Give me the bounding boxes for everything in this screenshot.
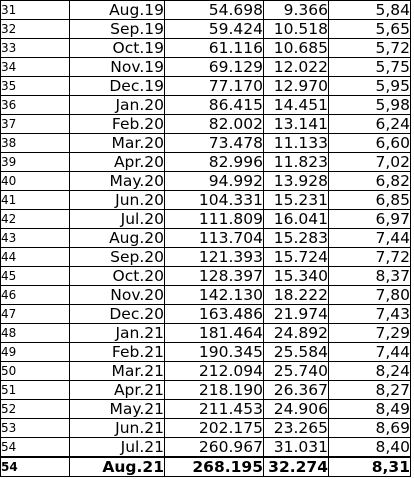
ratio-cell[interactable]: 8,40 xyxy=(329,438,411,458)
date-cell[interactable]: Mar.20 xyxy=(70,134,165,153)
table-row xyxy=(1,324,411,343)
ratio-cell[interactable]: 8,37 xyxy=(329,267,411,286)
value-cell[interactable]: 142.130 xyxy=(165,286,264,305)
date-cell[interactable]: Mar.21 xyxy=(70,362,165,381)
table-row-latest xyxy=(1,457,411,477)
value-cell[interactable]: 15.231 xyxy=(264,191,329,210)
ratio-cell[interactable]: 5,65 xyxy=(329,20,411,39)
value-cell[interactable]: 25.584 xyxy=(264,343,329,362)
date-cell[interactable]: May.20 xyxy=(70,172,165,191)
ratio-cell[interactable]: 8,24 xyxy=(329,362,411,381)
row-index-cell[interactable]: 47 xyxy=(1,305,70,324)
date-cell[interactable]: Apr.21 xyxy=(70,381,165,400)
row-index-cell[interactable]: 36 xyxy=(1,96,70,115)
row-index-cell[interactable]: 31 xyxy=(1,1,70,20)
value-cell[interactable]: 12.970 xyxy=(264,77,329,96)
ratio-cell[interactable]: 8,49 xyxy=(329,400,411,419)
value-cell[interactable]: 82.996 xyxy=(165,153,264,172)
table-row xyxy=(1,39,411,58)
table-row xyxy=(1,286,411,305)
value-cell[interactable]: 31.031 xyxy=(264,438,329,458)
value-cell[interactable]: 260.967 xyxy=(165,438,264,458)
ratio-cell[interactable]: 8,31 xyxy=(329,457,411,477)
ratio-cell[interactable]: 7,72 xyxy=(329,248,411,267)
row-index-cell[interactable]: 42 xyxy=(1,210,70,229)
table-row xyxy=(1,229,411,248)
table-row xyxy=(1,267,411,286)
table-row xyxy=(1,362,411,381)
ratio-cell[interactable]: 5,84 xyxy=(329,1,411,20)
value-cell[interactable]: 69.129 xyxy=(165,58,264,77)
table-row xyxy=(1,438,411,458)
value-cell[interactable]: 15.724 xyxy=(264,248,329,267)
date-cell[interactable]: Nov.20 xyxy=(70,286,165,305)
value-cell[interactable]: 190.345 xyxy=(165,343,264,362)
table-row xyxy=(1,210,411,229)
table-row xyxy=(1,134,411,153)
table-row xyxy=(1,305,411,324)
ratio-cell[interactable]: 6,85 xyxy=(329,191,411,210)
value-cell[interactable]: 202.175 xyxy=(165,419,264,438)
table-row xyxy=(1,115,411,134)
value-cell[interactable]: 86.415 xyxy=(165,96,264,115)
ratio-cell[interactable]: 8,69 xyxy=(329,419,411,438)
date-cell[interactable]: Feb.21 xyxy=(70,343,165,362)
date-cell[interactable]: Dec.19 xyxy=(70,77,165,96)
value-cell[interactable]: 16.041 xyxy=(264,210,329,229)
value-cell[interactable]: 218.190 xyxy=(165,381,264,400)
ratio-cell[interactable]: 5,98 xyxy=(329,96,411,115)
date-cell[interactable]: Aug.19 xyxy=(70,1,165,20)
value-cell[interactable]: 94.992 xyxy=(165,172,264,191)
ratio-cell[interactable]: 5,72 xyxy=(329,39,411,58)
ratio-cell[interactable]: 6,82 xyxy=(329,172,411,191)
date-cell[interactable]: May.21 xyxy=(70,400,165,419)
table-row xyxy=(1,153,411,172)
date-cell[interactable]: Oct.19 xyxy=(70,39,165,58)
value-cell[interactable]: 9.366 xyxy=(264,1,329,20)
table-row xyxy=(1,77,411,96)
value-cell[interactable]: 59.424 xyxy=(165,20,264,39)
value-cell[interactable]: 13.141 xyxy=(264,115,329,134)
ratio-cell[interactable]: 7,80 xyxy=(329,286,411,305)
value-cell[interactable]: 14.451 xyxy=(264,96,329,115)
table-row xyxy=(1,20,411,39)
row-index-cell[interactable]: 43 xyxy=(1,229,70,248)
value-cell[interactable]: 111.809 xyxy=(165,210,264,229)
table-row xyxy=(1,400,411,419)
date-cell[interactable]: Jul.20 xyxy=(70,210,165,229)
value-cell[interactable]: 21.974 xyxy=(264,305,329,324)
ratio-cell[interactable]: 6,24 xyxy=(329,115,411,134)
value-cell[interactable]: 11.133 xyxy=(264,134,329,153)
ratio-cell[interactable]: 7,44 xyxy=(329,229,411,248)
row-index-cell[interactable]: 37 xyxy=(1,115,70,134)
value-cell[interactable]: 61.116 xyxy=(165,39,264,58)
date-cell[interactable]: Jan.20 xyxy=(70,96,165,115)
value-cell[interactable]: 82.002 xyxy=(165,115,264,134)
value-cell[interactable]: 104.331 xyxy=(165,191,264,210)
value-cell[interactable]: 13.928 xyxy=(264,172,329,191)
row-index-cell[interactable]: 34 xyxy=(1,58,70,77)
row-index-cell[interactable]: 53 xyxy=(1,419,70,438)
table-row xyxy=(1,343,411,362)
value-cell[interactable]: 212.094 xyxy=(165,362,264,381)
value-cell[interactable]: 73.478 xyxy=(165,134,264,153)
table-row xyxy=(1,58,411,77)
table-row xyxy=(1,248,411,267)
value-cell[interactable]: 23.265 xyxy=(264,419,329,438)
value-cell[interactable]: 11.823 xyxy=(264,153,329,172)
ratio-cell[interactable]: 6,97 xyxy=(329,210,411,229)
value-cell[interactable]: 121.393 xyxy=(165,248,264,267)
value-cell[interactable]: 15.283 xyxy=(264,229,329,248)
value-cell[interactable]: 54.698 xyxy=(165,1,264,20)
row-index-cell[interactable]: 32 xyxy=(1,20,70,39)
row-index-cell[interactable]: 45 xyxy=(1,267,70,286)
date-cell[interactable]: Sep.20 xyxy=(70,248,165,267)
value-cell[interactable]: 12.022 xyxy=(264,58,329,77)
value-cell[interactable]: 18.222 xyxy=(264,286,329,305)
date-cell[interactable]: Dec.20 xyxy=(70,305,165,324)
row-index-cell[interactable]: 39 xyxy=(1,153,70,172)
value-cell[interactable]: 24.906 xyxy=(264,400,329,419)
row-index-cell[interactable]: 35 xyxy=(1,77,70,96)
value-cell[interactable]: 211.453 xyxy=(165,400,264,419)
date-cell[interactable]: Nov.19 xyxy=(70,58,165,77)
ratio-cell[interactable]: 7,44 xyxy=(329,343,411,362)
date-cell[interactable]: Sep.19 xyxy=(70,20,165,39)
ratio-cell[interactable]: 7,02 xyxy=(329,153,411,172)
row-index-cell[interactable]: 50 xyxy=(1,362,70,381)
row-index-cell[interactable]: 33 xyxy=(1,39,70,58)
row-index-cell[interactable]: 49 xyxy=(1,343,70,362)
value-cell[interactable]: 128.397 xyxy=(165,267,264,286)
row-index-cell[interactable]: 51 xyxy=(1,381,70,400)
date-cell[interactable]: Apr.20 xyxy=(70,153,165,172)
row-index-cell[interactable]: 38 xyxy=(1,134,70,153)
date-cell[interactable]: Jun.21 xyxy=(70,419,165,438)
row-index-cell[interactable]: 48 xyxy=(1,324,70,343)
value-cell[interactable]: 15.340 xyxy=(264,267,329,286)
row-index-cell[interactable]: 52 xyxy=(1,400,70,419)
date-cell[interactable]: Feb.20 xyxy=(70,115,165,134)
table-row xyxy=(1,419,411,438)
row-index-cell[interactable]: 46 xyxy=(1,286,70,305)
value-cell[interactable]: 10.518 xyxy=(264,20,329,39)
value-cell[interactable]: 26.367 xyxy=(264,381,329,400)
ratio-cell[interactable]: 7,29 xyxy=(329,324,411,343)
table-row xyxy=(1,96,411,115)
ratio-cell[interactable]: 8,27 xyxy=(329,381,411,400)
table-row xyxy=(1,172,411,191)
ratio-cell[interactable]: 5,75 xyxy=(329,58,411,77)
value-cell[interactable]: 268.195 xyxy=(165,457,264,477)
value-cell[interactable]: 77.170 xyxy=(165,77,264,96)
row-index-cell[interactable]: 54 xyxy=(1,438,70,458)
date-cell[interactable]: Jan.21 xyxy=(70,324,165,343)
date-cell[interactable]: Aug.20 xyxy=(70,229,165,248)
value-cell[interactable]: 10.685 xyxy=(264,39,329,58)
value-cell[interactable]: 32.274 xyxy=(264,457,329,477)
value-cell[interactable]: 24.892 xyxy=(264,324,329,343)
ratio-cell[interactable]: 6,60 xyxy=(329,134,411,153)
date-cell[interactable]: Oct.20 xyxy=(70,267,165,286)
ratio-cell[interactable]: 5,95 xyxy=(329,77,411,96)
ratio-cell[interactable]: 7,43 xyxy=(329,305,411,324)
value-cell[interactable]: 25.740 xyxy=(264,362,329,381)
value-cell[interactable]: 163.486 xyxy=(165,305,264,324)
row-index-cell[interactable]: 54 xyxy=(1,457,70,477)
row-index-cell[interactable]: 44 xyxy=(1,248,70,267)
table-row xyxy=(1,191,411,210)
value-cell[interactable]: 181.464 xyxy=(165,324,264,343)
row-index-cell[interactable]: 40 xyxy=(1,172,70,191)
date-cell[interactable]: Aug.21 xyxy=(70,457,165,477)
row-index-cell[interactable]: 41 xyxy=(1,191,70,210)
table-row xyxy=(1,1,411,20)
date-cell[interactable]: Jul.21 xyxy=(70,438,165,458)
date-cell[interactable]: Jun.20 xyxy=(70,191,165,210)
value-cell[interactable]: 113.704 xyxy=(165,229,264,248)
table-row xyxy=(1,381,411,400)
